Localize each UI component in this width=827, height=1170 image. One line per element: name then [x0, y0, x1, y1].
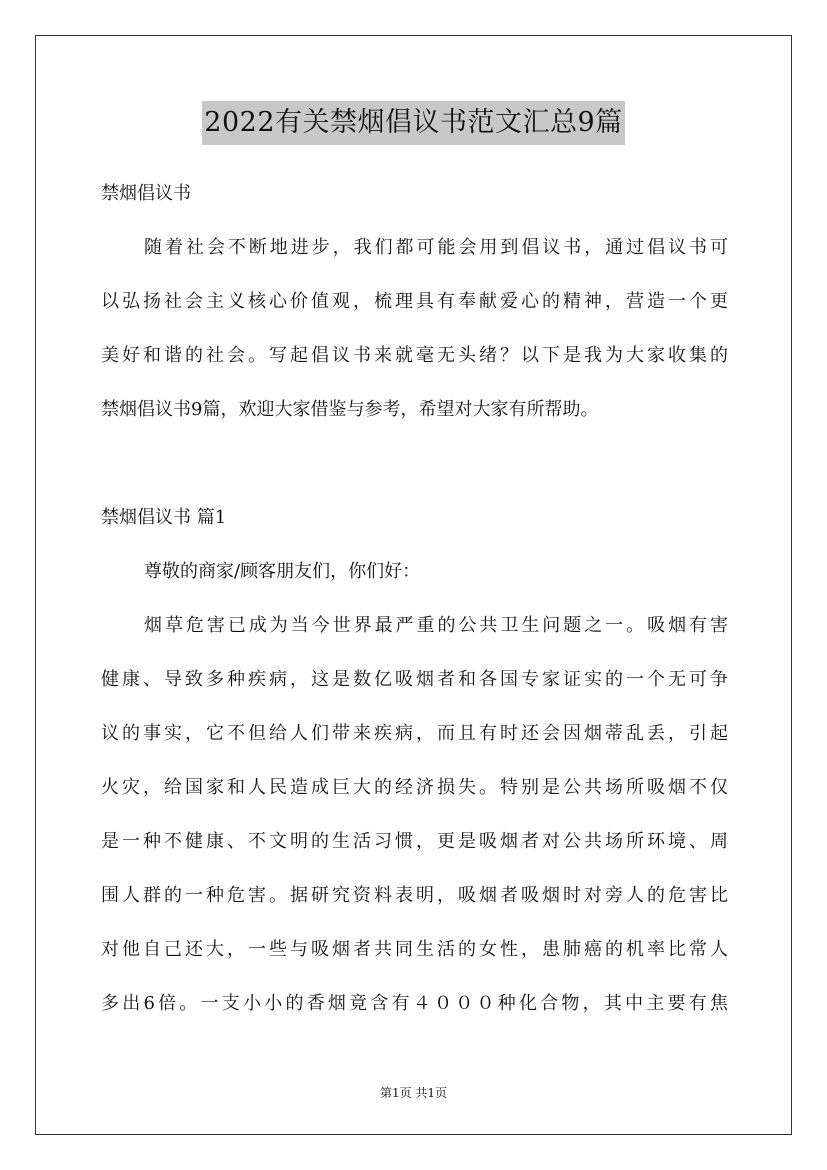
document-title-wrap — [0, 101, 827, 145]
document-title: 2022有关禁烟倡议书范文汇总9篇 — [202, 101, 624, 145]
document-body — [101, 174, 728, 1038]
section-heading: 禁烟倡议书 — [101, 183, 191, 204]
paragraph-line: 随着社会不断地进步，我们都可能会用到倡议书，通过倡议书可 — [144, 237, 728, 258]
paragraph-line: 围人群的一种危害。据研究资料表明，吸烟者吸烟时对旁人的危害比 — [101, 885, 728, 906]
paragraph-line: 美好和谐的社会。写起倡议书来就毫无头绪？以下是我为大家收集的 — [101, 345, 728, 366]
paragraph-line: 健康、导致多种疾病，这是数亿吸烟者和各国专家证实的一个无可争 — [101, 669, 728, 690]
paragraph-line: 以弘扬社会主义核心价值观，梳理具有奉献爱心的精神，营造一个更 — [101, 291, 728, 312]
paragraph-line: 议的事实，它不但给人们带来疾病，而且有时还会因烟蒂乱丢，引起 — [101, 723, 728, 744]
page-footer: 第1页 共1页 — [379, 1086, 448, 1100]
paragraph-line: 烟草危害已成为当今世界最严重的公共卫生问题之一。吸烟有害 — [144, 615, 728, 636]
paragraph-line: 对他自己还大，一些与吸烟者共同生活的女性，患肺癌的机率比常人 — [101, 939, 728, 960]
salutation-line: 尊敬的商家/顾客朋友们，你们好： — [144, 561, 421, 582]
paragraph-line: 是一种不健康、不文明的生活习惯，更是吸烟者对公共场所环境、周 — [101, 831, 728, 852]
paragraph-line: 禁烟倡议书9篇，欢迎大家借鉴与参考，希望对大家有所帮助。 — [101, 399, 599, 420]
paragraph-line: 火灾，给国家和人民造成巨大的经济损失。特别是公共场所吸烟不仅 — [101, 777, 728, 798]
section-heading: 禁烟倡议书 篇1 — [101, 507, 227, 528]
paragraph-line: 多出6倍。一支小小的香烟竟含有４０００种化合物，其中主要有焦 — [101, 993, 728, 1014]
